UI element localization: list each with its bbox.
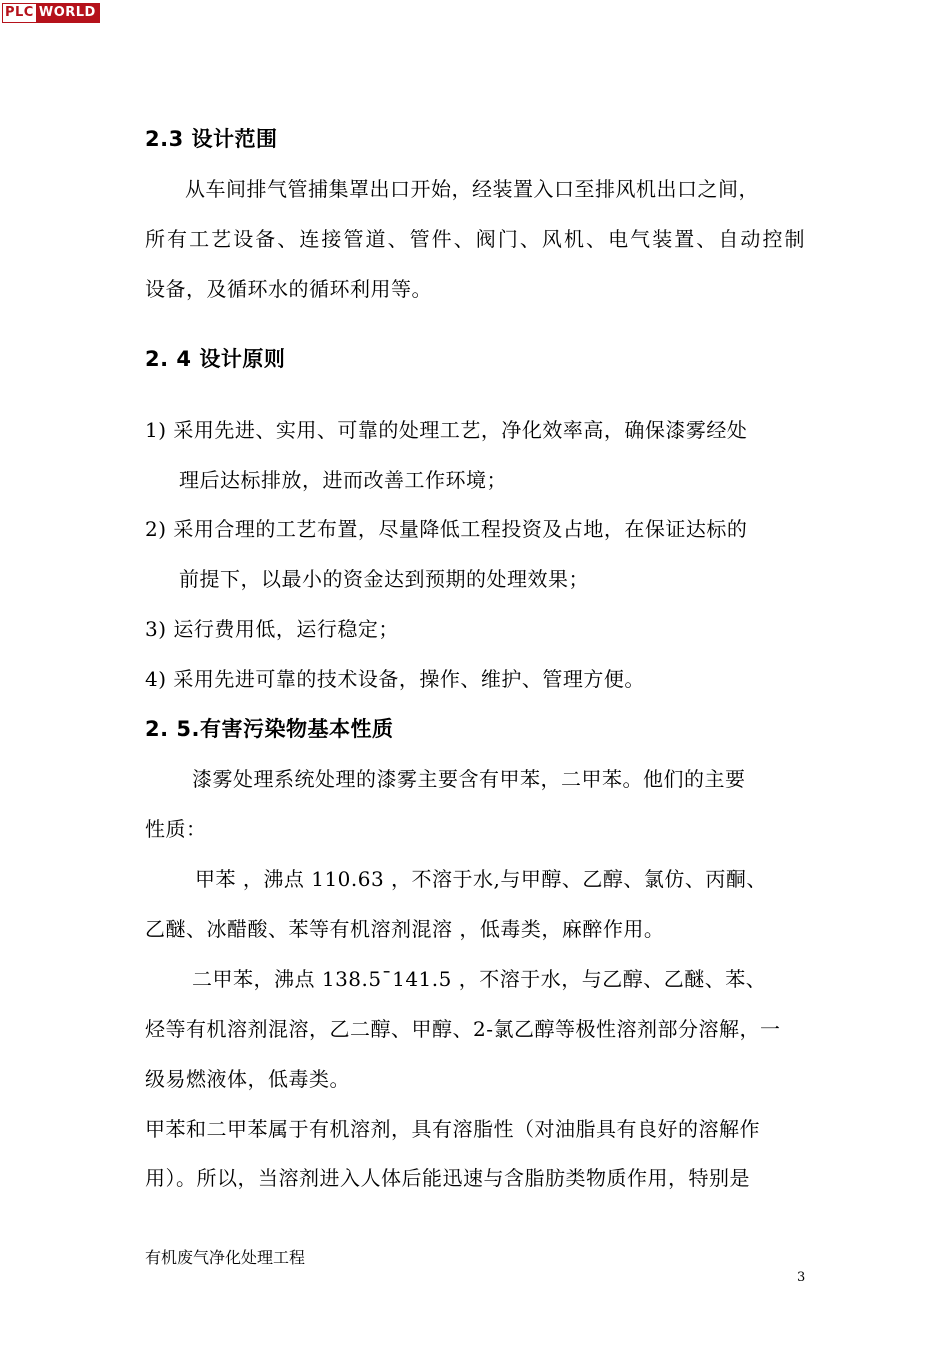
heading-2-5: 2. 5.有害污染物基本性质	[145, 717, 394, 741]
paragraph-line: 漆雾处理系统处理的漆雾主要含有甲苯，二甲苯。他们的主要	[192, 767, 746, 791]
paragraph-line: 甲苯和二甲苯属于有机溶剂，具有溶脂性（对油脂具有良好的溶解作	[145, 1117, 760, 1141]
list-item-line: 前提下，以最小的资金达到预期的处理效果；	[179, 567, 589, 591]
heading-2-4: 2. 4 设计原则	[145, 347, 286, 371]
paragraph-line: 甲苯 ，沸点 110.63 ，不溶于水,与甲醇、乙醇、氯仿、丙酮、	[195, 867, 767, 891]
paragraph-line: 二甲苯，沸点 138.5¯141.5 ，不溶于水，与乙醇、乙醚、苯、	[192, 967, 767, 991]
list-item-line: 1) 采用先进、实用、可靠的处理工艺，净化效率高，确保漆雾经处	[145, 418, 748, 442]
list-item-line: 3) 运行费用低，运行稳定；	[145, 617, 399, 641]
paragraph-line: 所有工艺设备、连接管道、管件、阀门、风机、电气装置、自动控制	[145, 227, 805, 251]
logo-world-text: WORLD	[36, 4, 99, 22]
footer-title: 有机废气净化处理工程	[145, 1248, 306, 1267]
paragraph-line: 级易燃液体，低毒类。	[145, 1067, 350, 1091]
page-number: 3	[797, 1270, 806, 1285]
paragraph-line: 从车间排气管捕集罩出口开始，经装置入口至排风机出口之间，	[185, 177, 759, 201]
paragraph-line: 乙醚、冰醋酸、苯等有机溶剂混溶 ，低毒类，麻醉作用。	[145, 917, 665, 941]
logo-plc-text: PLC	[5, 5, 34, 20]
paragraph-line: 用）。所以，当溶剂进入人体后能迅速与含脂肪类物质作用，特别是	[145, 1166, 750, 1190]
paragraph-line: 性质：	[145, 817, 207, 841]
list-item-line: 理后达标排放，进而改善工作环境；	[179, 468, 507, 492]
paragraph-line: 设备，及循环水的循环利用等。	[145, 277, 432, 301]
paragraph-line: 烃等有机溶剂混溶，乙二醇、甲醇、2-氯乙醇等极性溶剂部分溶解，一	[145, 1017, 781, 1041]
list-item-line: 2) 采用合理的工艺布置，尽量降低工程投资及占地，在保证达标的	[145, 517, 748, 541]
heading-2-3: 2.3 设计范围	[145, 127, 278, 151]
list-item-line: 4) 采用先进可靠的技术设备，操作、维护、管理方便。	[145, 667, 645, 691]
plcworld-logo	[2, 3, 100, 23]
